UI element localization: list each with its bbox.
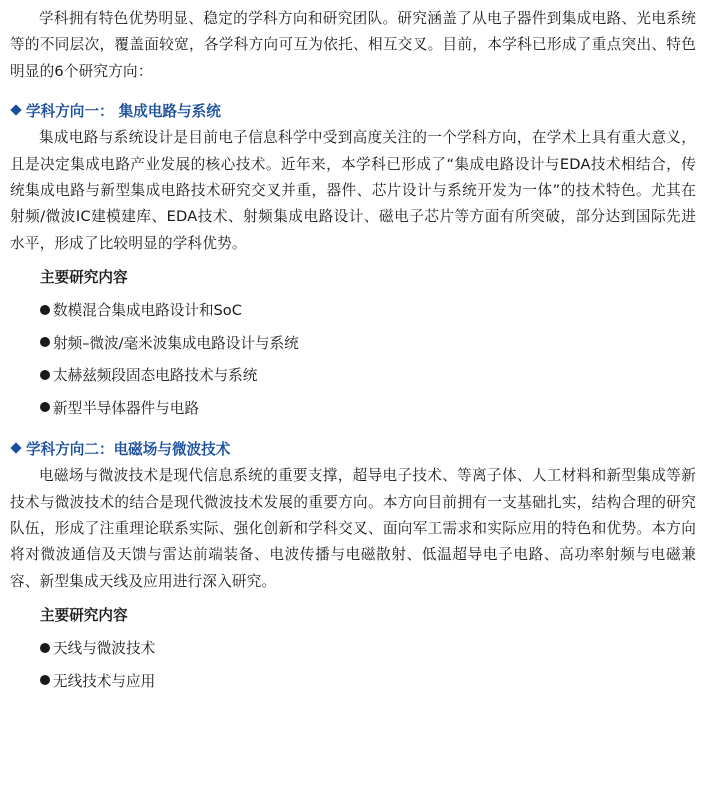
section-2-paragraph: 电磁场与微波技术是现代信息系统的重要支撑，超导电子技术、等离子体、人工材料和新型集成等新技术与微波技术的结合是现代微波技术发展的重要方向。本方向目前拥有一支基础扎实，结构合理的研究队伍，形成了注重理论联系实际、强化创新和学科交叉、面向军工需求和实际应用的特色和优势。本方向将对微波通信及天馈与雷达前端装备、电波传播与电磁散射、低温超导电子电路、高功率射频与电磁兼容、新型集成天线及应用进行深入研究。 (10, 467, 696, 590)
list-item-text: 无线技术与应用 (53, 672, 156, 690)
section-1-subheading: 主要研究内容 (40, 269, 128, 287)
list-item (40, 391, 696, 424)
section-2-title: 学科方向二：电磁场与微波技术 (26, 440, 231, 458)
bullet-dot-icon (40, 402, 50, 412)
bullet-dot-icon (40, 305, 50, 315)
diamond-bullet-icon (10, 443, 21, 454)
document-page (10, 6, 696, 696)
intro-paragraph: 学科拥有特色优势明显、稳定的学科方向和研究团队。研究涵盖了从电子器件到集成电路、光电系统等的不同层次，覆盖面较宽，各学科方向可互为依托、相互交叉。目前，本学科已形成了重点突出、特色明显的6个研究方向： (10, 10, 696, 80)
section-1-list (10, 293, 696, 423)
list-item-text: 数模混合集成电路设计和SoC (53, 302, 242, 319)
bullet-dot-icon (40, 337, 50, 347)
list-item-text: 天线与微波技术 (53, 640, 156, 658)
bullet-dot-icon (40, 370, 50, 380)
bullet-dot-icon (40, 675, 50, 685)
list-item (40, 664, 696, 697)
list-item (40, 293, 696, 326)
list-item (40, 358, 696, 391)
section-2-heading (10, 433, 696, 463)
section-2-subheading: 主要研究内容 (40, 607, 128, 625)
section-1-paragraph: 集成电路与系统设计是目前电子信息科学中受到高度关注的一个学科方向，在学术上具有重大意义，且是决定集成电路产业发展的核心技术。近年来，本学科已形成了“集成电路设计与EDA技术相结合，传统集成电路与新型集成电路技术研究交叉并重，器件、芯片设计与系统开发为一体”的技术特色。尤其在射频/微波IC建模建库、EDA技术、射频集成电路设计、磁电子芯片等方面有所突破，部分达到国际先进水平，形成了比较明显的学科优势。 (10, 129, 696, 252)
section-1-title: 学科方向一： 集成电路与系统 (26, 102, 221, 120)
list-item-text: 太赫兹频段固态电路技术与系统 (53, 367, 258, 384)
list-item (40, 326, 696, 359)
section-2-list (10, 631, 696, 696)
diamond-bullet-icon (10, 105, 21, 116)
bullet-dot-icon (40, 643, 50, 653)
list-item-text: 新型半导体器件与电路 (53, 399, 199, 417)
section-1-heading (10, 95, 696, 125)
list-item-text: 射频–微波/毫米波集成电路设计与系统 (53, 334, 299, 352)
list-item (40, 631, 696, 664)
